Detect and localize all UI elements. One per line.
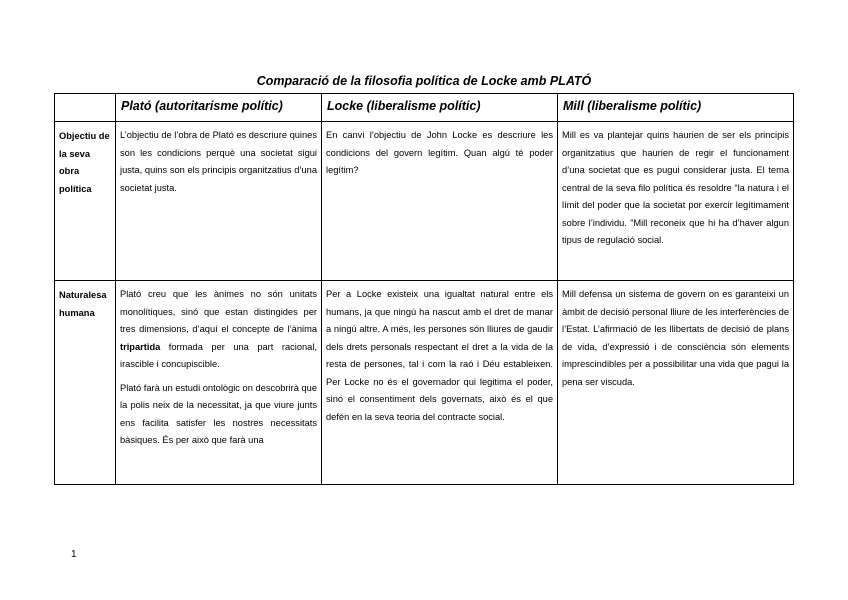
table-row: [55, 281, 794, 485]
row-label-naturalesa: Naturalesa humana: [55, 281, 116, 485]
table-row: [55, 122, 794, 281]
bold-term: tripartida: [120, 341, 161, 352]
cell-paragraph: L’objectiu de l’obra de Plató es descriure quines son les condicions perquè una societat sigui justa, quins son els principis organitzatius d’una societat justa.: [120, 130, 317, 193]
comparison-table: [54, 93, 794, 485]
document-title: Comparació de la filosofia política de Locke amb PLATÓ: [256, 74, 592, 88]
table-header-row: [55, 94, 794, 122]
cell-locke-objectiu: [322, 122, 558, 281]
text-run: Plató creu que les ànimes no són unitats monolítiques, sinó que estan distingides per tres dimensions, d’aquí el concepte de l’ànima: [120, 289, 317, 334]
row-label-objectiu: Objectiu de la seva obra política: [55, 122, 116, 281]
cell-locke-naturalesa: [322, 281, 558, 485]
cell-paragraph: Mill defensa un sistema de govern on es garanteixi un àmbit de decisió personal lliure de les interferències de l’Estat. L’afirmació de les llibertats de decisió de plans de vida, d’expressió i de consciència són elements imprescindibles per a possibilitar una vida que pagui la pena ser viscuda.: [562, 289, 789, 387]
header-plato: Plató (autoritarisme polític): [116, 94, 322, 122]
cell-paragraph: Per a Locke existeix una igualtat natural entre els humans, ja que ningú ha nascut amb el dret de manar a ningú altre. A més, les persones són lliures de gaudir dels drets personals respectant el dret a la vida de la resta de persones, tal i com la raó i Déu estableixen. Per Locke no és el governador qui legitima el poder, sinó el consentiment dels governats, això és el que defén en la seva teoria del contracte social.: [326, 289, 553, 422]
header-locke: Locke (liberalisme polític): [322, 94, 558, 122]
cell-paragraph: En canvi l’objectiu de John Locke es descriure les condicions del govern legítim. Quan algú té poder legítim?: [326, 130, 553, 175]
cell-plato-naturalesa: [116, 281, 322, 485]
cell-plato-objectiu: [116, 122, 322, 281]
header-blank-cell: [55, 94, 116, 122]
cell-mill-objectiu: [558, 122, 794, 281]
cell-paragraph: Mill es va plantejar quins haurien de ser els principis organitzatius que haurien de regir el funcionament d’una societat que es pugui considerar justa. El tema central de la seva filo política és resoldre “la natura i el límit del poder que la societat por exercir legítimament sobre l’individu. ”Mill reconeix que hi ha d’haver algun tipus de regulació social.: [562, 130, 789, 245]
cell-mill-naturalesa: [558, 281, 794, 485]
cell-paragraph: Plató farà un estudi ontològic on descobrirà que la polis neix de la necessitat, ja que viure junts ens facilita satisfer les nostres necessitats bàsiques. És per això que farà una: [120, 382, 317, 445]
header-mill: Mill (liberalisme polític): [558, 94, 794, 122]
text-run: formada per una part racional, irascible i concupiscible.: [120, 341, 317, 369]
cell-paragraph: [120, 286, 317, 374]
page-number: 1: [71, 549, 77, 560]
